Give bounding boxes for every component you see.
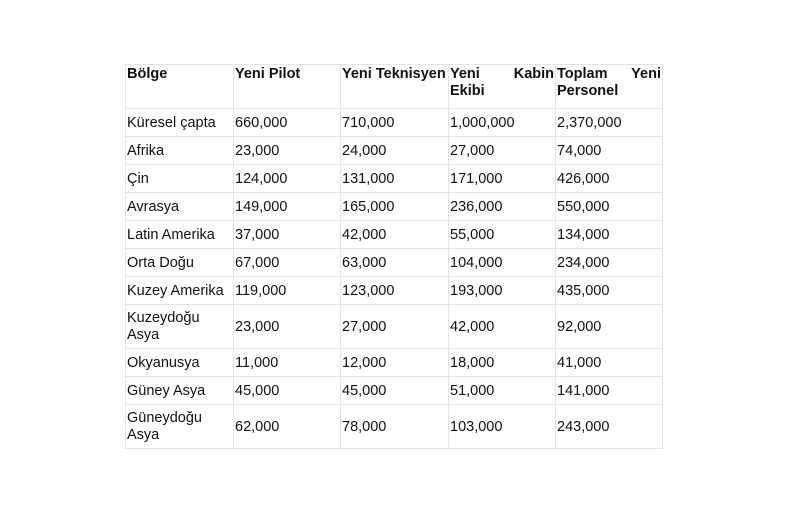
cell-cabin: 104,000 — [449, 249, 556, 277]
cell-technician: 24,000 — [341, 137, 449, 165]
cell-pilot: 37,000 — [234, 221, 341, 249]
header-total-new-staff-word1: Toplam — [557, 66, 608, 82]
cell-technician: 131,000 — [341, 165, 449, 193]
header-new-cabin-crew-word2: Kabin — [513, 66, 554, 82]
cell-cabin: 55,000 — [449, 221, 556, 249]
cell-total: 435,000 — [556, 277, 663, 305]
header-total-new-staff-line2: Personel — [557, 83, 619, 99]
header-new-cabin-crew-line2: Ekibi — [450, 83, 485, 99]
cell-cabin: 51,000 — [449, 377, 556, 405]
cell-pilot: 124,000 — [234, 165, 341, 193]
header-region-label: Bölge — [127, 66, 168, 82]
cell-region: Güney Asya — [126, 377, 234, 405]
cell-total: 92,000 — [556, 305, 663, 349]
header-new-cabin-crew-line1 — [450, 66, 554, 83]
cell-technician: 63,000 — [341, 249, 449, 277]
cell-total: 550,000 — [556, 193, 663, 221]
header-new-technician — [341, 65, 449, 109]
cell-cabin: 236,000 — [449, 193, 556, 221]
workforce-table — [125, 64, 663, 449]
header-new-cabin-crew-word1: Yeni — [450, 66, 480, 82]
cell-region: Güneydoğu Asya — [126, 405, 234, 449]
cell-total: 74,000 — [556, 137, 663, 165]
cell-pilot: 67,000 — [234, 249, 341, 277]
cell-pilot: 45,000 — [234, 377, 341, 405]
table-row — [126, 305, 663, 349]
table-row — [126, 277, 663, 305]
cell-pilot: 23,000 — [234, 305, 341, 349]
cell-cabin: 103,000 — [449, 405, 556, 449]
cell-pilot: 119,000 — [234, 277, 341, 305]
table-row — [126, 405, 663, 449]
cell-total: 426,000 — [556, 165, 663, 193]
table-row — [126, 193, 663, 221]
cell-pilot: 23,000 — [234, 137, 341, 165]
cell-technician: 12,000 — [341, 349, 449, 377]
table-row — [126, 349, 663, 377]
header-new-technician-label: Yeni Teknisyen — [342, 66, 446, 82]
table-row — [126, 137, 663, 165]
cell-technician: 123,000 — [341, 277, 449, 305]
header-new-cabin-crew — [449, 65, 556, 109]
cell-pilot: 11,000 — [234, 349, 341, 377]
cell-pilot: 660,000 — [234, 109, 341, 137]
table-row — [126, 165, 663, 193]
cell-total: 141,000 — [556, 377, 663, 405]
cell-total: 41,000 — [556, 349, 663, 377]
cell-total: 243,000 — [556, 405, 663, 449]
cell-technician: 42,000 — [341, 221, 449, 249]
header-region — [126, 65, 234, 109]
cell-region: Avrasya — [126, 193, 234, 221]
cell-pilot: 62,000 — [234, 405, 341, 449]
cell-technician: 710,000 — [341, 109, 449, 137]
cell-total: 234,000 — [556, 249, 663, 277]
cell-cabin: 1,000,000 — [449, 109, 556, 137]
cell-total: 134,000 — [556, 221, 663, 249]
cell-region: Küresel çapta — [126, 109, 234, 137]
cell-pilot: 149,000 — [234, 193, 341, 221]
cell-region: Afrika — [126, 137, 234, 165]
cell-technician: 78,000 — [341, 405, 449, 449]
table-body — [126, 109, 663, 449]
cell-cabin: 18,000 — [449, 349, 556, 377]
cell-region: Orta Doğu — [126, 249, 234, 277]
cell-technician: 27,000 — [341, 305, 449, 349]
cell-cabin: 171,000 — [449, 165, 556, 193]
cell-technician: 45,000 — [341, 377, 449, 405]
cell-cabin: 193,000 — [449, 277, 556, 305]
header-total-new-staff-word2: Yeni — [631, 66, 661, 82]
cell-region: Kuzey Amerika — [126, 277, 234, 305]
cell-cabin: 27,000 — [449, 137, 556, 165]
cell-technician: 165,000 — [341, 193, 449, 221]
cell-region: Latin Amerika — [126, 221, 234, 249]
cell-region: Çin — [126, 165, 234, 193]
header-new-pilot-label: Yeni Pilot — [235, 66, 301, 82]
cell-region: Okyanusya — [126, 349, 234, 377]
header-new-pilot — [234, 65, 341, 109]
table-row — [126, 221, 663, 249]
table-row — [126, 249, 663, 277]
table-row — [126, 109, 663, 137]
table-row — [126, 377, 663, 405]
table-header-row — [126, 65, 663, 109]
header-total-new-staff-line1 — [557, 66, 661, 83]
cell-region: Kuzeydoğu Asya — [126, 305, 234, 349]
cell-cabin: 42,000 — [449, 305, 556, 349]
cell-total: 2,370,000 — [556, 109, 663, 137]
header-total-new-staff — [556, 65, 663, 109]
